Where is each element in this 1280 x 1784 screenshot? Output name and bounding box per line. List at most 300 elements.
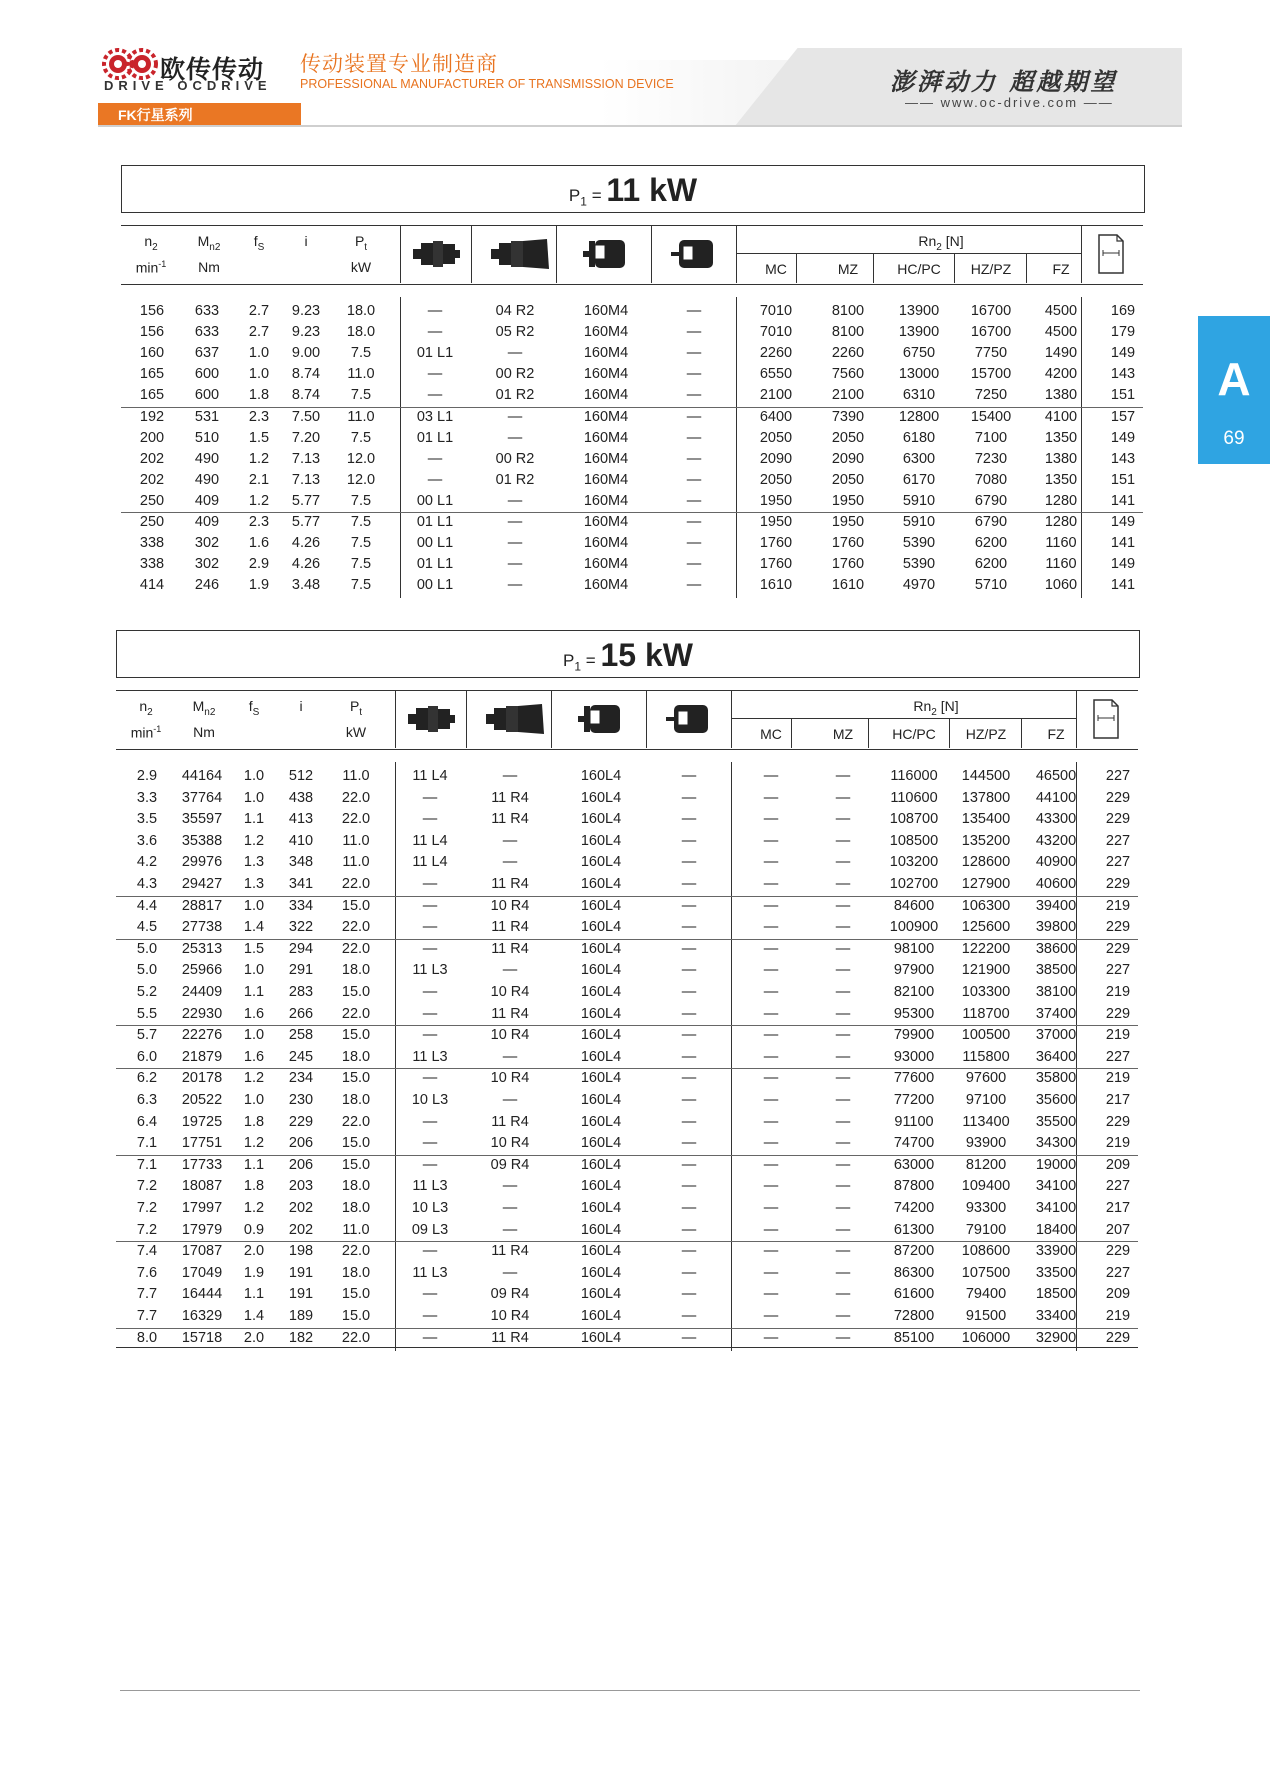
table-cell: 219 bbox=[1105, 897, 1131, 914]
table-cell: 11 R4 bbox=[491, 811, 529, 828]
table-cell: 86300 bbox=[893, 1264, 935, 1281]
table-cell: 91500 bbox=[965, 1308, 1007, 1324]
table-cell: 22.0 bbox=[341, 1243, 371, 1260]
table-cell: 160L4 bbox=[580, 1264, 622, 1281]
table-cell: 160L4 bbox=[580, 1070, 622, 1087]
table-cell: — bbox=[835, 984, 851, 1000]
table-cell: 11.0 bbox=[347, 366, 375, 383]
table-cell: 91100 bbox=[894, 1113, 934, 1130]
table-cell: — bbox=[686, 556, 702, 573]
n2-sub: 2 bbox=[152, 241, 158, 253]
table-cell: 20522 bbox=[181, 1092, 223, 1108]
sep-hc bbox=[954, 253, 955, 283]
table-cell: — bbox=[835, 897, 851, 914]
table-cell: — bbox=[835, 1221, 851, 1238]
table-cell: 10 R4 bbox=[490, 1070, 530, 1087]
table-cell: — bbox=[835, 1264, 851, 1281]
table-cell: 11 L3 bbox=[412, 962, 448, 979]
table-cell: 4.26 bbox=[291, 556, 321, 573]
table-cell: 160L4 bbox=[580, 1092, 622, 1108]
table-cell: — bbox=[502, 1264, 518, 1281]
table-cell: 5.77 bbox=[291, 492, 321, 509]
table-row bbox=[116, 1114, 1138, 1134]
col-n2-unit bbox=[121, 259, 181, 276]
table-cell: 7.13 bbox=[291, 450, 321, 467]
table-cell: — bbox=[763, 1048, 779, 1065]
table-cell: 39400 bbox=[1035, 897, 1077, 914]
table-cell: 35388 bbox=[181, 832, 223, 849]
table-cell: 143 bbox=[1110, 366, 1136, 383]
table-cell: 5.0 bbox=[136, 940, 158, 957]
table-cell: 6.2 bbox=[136, 1070, 158, 1087]
table-cell: — bbox=[835, 1048, 851, 1065]
table-cell: 10 L3 bbox=[411, 1200, 449, 1216]
table-cell: 1610 bbox=[831, 577, 865, 594]
table-cell: — bbox=[427, 387, 443, 404]
table-cell: 160L4 bbox=[580, 768, 622, 784]
table-cell: 510 bbox=[194, 429, 220, 446]
table-row bbox=[116, 1049, 1138, 1069]
table-cell: 227 bbox=[1105, 1178, 1131, 1195]
table-cell: 2050 bbox=[831, 471, 865, 488]
table-cell: — bbox=[835, 811, 851, 828]
table-cell: — bbox=[686, 492, 702, 509]
table-cell: — bbox=[681, 919, 697, 936]
table-cell: — bbox=[763, 919, 779, 936]
table-cell: 34100 bbox=[1035, 1200, 1077, 1216]
header-separator bbox=[556, 225, 557, 283]
table-cell: — bbox=[763, 811, 779, 828]
table-cell: 18500 bbox=[1035, 1286, 1077, 1303]
col-hzpz: HZ/PZ bbox=[970, 261, 1012, 277]
n2-unit-sup: -1 bbox=[153, 724, 162, 734]
table-cell: — bbox=[763, 1264, 779, 1281]
table-cell: 46500 bbox=[1035, 768, 1077, 784]
table-cell: 160L4 bbox=[580, 897, 622, 914]
table-cell: 1350 bbox=[1044, 429, 1078, 446]
table-cell: 291 bbox=[288, 962, 314, 979]
table-cell: 11 R4 bbox=[491, 789, 529, 806]
table-cell: 7.1 bbox=[136, 1135, 158, 1152]
table-cell: 1.0 bbox=[243, 1092, 265, 1108]
table-cell: 1760 bbox=[759, 556, 793, 573]
table-cell: — bbox=[763, 1156, 779, 1173]
table-cell: — bbox=[763, 1308, 779, 1324]
table-cell: — bbox=[763, 984, 779, 1000]
table-cell: 202 bbox=[288, 1200, 314, 1216]
table-cell: — bbox=[502, 1178, 518, 1195]
col-i: i bbox=[304, 233, 308, 249]
table-cell: — bbox=[427, 471, 443, 488]
table-cell: 258 bbox=[288, 1027, 314, 1044]
fs-label: f bbox=[248, 698, 253, 714]
table-cell: 7.5 bbox=[350, 556, 372, 573]
table-cell: 250 bbox=[139, 514, 165, 530]
table-cell: — bbox=[763, 1178, 779, 1195]
table-cell: — bbox=[502, 962, 518, 979]
table-cell: 1760 bbox=[831, 556, 865, 573]
n2-label: n bbox=[139, 698, 148, 714]
table-cell: — bbox=[681, 1156, 697, 1173]
table-cell: 12.0 bbox=[346, 450, 376, 467]
table-row bbox=[116, 1222, 1138, 1242]
table-cell: 1160 bbox=[1045, 535, 1077, 552]
table-cell: — bbox=[835, 1092, 851, 1108]
col-hcpc: HC/PC bbox=[892, 726, 936, 742]
mn2-label: M bbox=[197, 233, 210, 249]
table-cell: — bbox=[686, 408, 702, 425]
weight-document-icon bbox=[1091, 698, 1121, 740]
n2-unit: min bbox=[135, 259, 159, 276]
table-cell: 6310 bbox=[902, 387, 936, 404]
table-cell: 1.6 bbox=[243, 1048, 265, 1065]
col-fs bbox=[234, 698, 274, 718]
table-cell: 189 bbox=[288, 1308, 314, 1324]
header-separator bbox=[400, 225, 401, 283]
table-cell: 87200 bbox=[893, 1243, 935, 1260]
table-row bbox=[116, 876, 1138, 896]
table-cell: 61600 bbox=[893, 1286, 935, 1303]
table-cell: 206 bbox=[288, 1135, 314, 1152]
slogan: 澎湃动力 超越期望 bbox=[890, 67, 1118, 96]
table-cell: 202 bbox=[139, 450, 165, 467]
table-cell: 2260 bbox=[831, 345, 865, 362]
table-cell: — bbox=[422, 940, 438, 957]
table-cell: 8100 bbox=[831, 303, 865, 319]
table-cell: 209 bbox=[1105, 1286, 1131, 1303]
table-row bbox=[116, 1200, 1138, 1220]
table-cell: 410 bbox=[288, 832, 314, 849]
table-cell: — bbox=[763, 789, 779, 806]
table-cell: 1.1 bbox=[243, 984, 265, 1000]
table-cell: 2090 bbox=[831, 450, 865, 467]
table-cell: 1.1 bbox=[243, 1156, 265, 1173]
table-cell: 97900 bbox=[893, 962, 935, 979]
table-cell: — bbox=[681, 832, 697, 849]
table-cell: — bbox=[427, 324, 443, 341]
power-title-11kw bbox=[121, 165, 1145, 213]
table-cell: 302 bbox=[194, 556, 220, 573]
table-cell: — bbox=[422, 919, 438, 936]
table-cell: 93300 bbox=[965, 1200, 1007, 1216]
table-cell: 09 L3 bbox=[411, 1221, 449, 1238]
table-cell: 490 bbox=[194, 471, 220, 488]
table-cell: — bbox=[763, 1027, 779, 1044]
table-cell: 95300 bbox=[893, 1005, 935, 1022]
table-cell: 7.6 bbox=[136, 1264, 158, 1281]
table-cell: 107500 bbox=[961, 1264, 1011, 1281]
table-cell: 01 R2 bbox=[495, 471, 535, 488]
table-cell: 4.4 bbox=[136, 897, 158, 914]
table-cell: 4.5 bbox=[136, 919, 158, 936]
table-cell: 6.4 bbox=[136, 1113, 158, 1130]
table-cell: 160L4 bbox=[580, 1308, 622, 1324]
table-cell: 00 L1 bbox=[416, 535, 454, 552]
table-cell: 18.0 bbox=[341, 1200, 371, 1216]
table-cell: 34300 bbox=[1035, 1135, 1077, 1152]
table-cell: 160M4 bbox=[583, 471, 629, 488]
table-cell: 7010 bbox=[759, 303, 793, 319]
table-cell: — bbox=[835, 876, 851, 892]
table-cell: 13900 bbox=[898, 303, 940, 319]
table-cell: — bbox=[686, 429, 702, 446]
table-cell: 1610 bbox=[759, 577, 793, 594]
table-cell: 160L4 bbox=[580, 1135, 622, 1152]
table-cell: 165 bbox=[139, 387, 165, 404]
table-cell: 7.20 bbox=[291, 429, 321, 446]
table-cell: 1.5 bbox=[243, 940, 265, 957]
table-cell: — bbox=[507, 556, 523, 573]
sep-mz bbox=[868, 718, 869, 748]
table-cell: 160L4 bbox=[580, 962, 622, 979]
table-cell: 160M4 bbox=[583, 303, 629, 319]
p1-label: P bbox=[563, 651, 575, 670]
series-label: FK行星系列 bbox=[118, 107, 193, 123]
table-cell: — bbox=[763, 876, 779, 892]
table-cell: 1.9 bbox=[243, 1264, 265, 1281]
table-cell: — bbox=[835, 1156, 851, 1173]
table-cell: 7.1 bbox=[136, 1156, 158, 1173]
table-cell: — bbox=[422, 1027, 438, 1044]
col-mc: MC bbox=[760, 726, 782, 742]
table-cell: 15.0 bbox=[341, 984, 371, 1000]
table-cell: — bbox=[681, 1264, 697, 1281]
col-rn2 bbox=[901, 698, 971, 718]
table-cell: — bbox=[681, 768, 697, 784]
table-row bbox=[116, 1092, 1138, 1112]
table-cell: — bbox=[835, 768, 851, 784]
table-cell: — bbox=[835, 919, 851, 936]
inline-gearbox-icon bbox=[406, 702, 456, 736]
table-cell: 160M4 bbox=[583, 366, 629, 383]
table-cell: — bbox=[422, 1113, 438, 1130]
table-row bbox=[121, 577, 1143, 597]
table-row bbox=[116, 833, 1138, 853]
table-cell: 2090 bbox=[759, 450, 793, 467]
table-cell: 19725 bbox=[181, 1113, 223, 1130]
table-cell: — bbox=[835, 1027, 851, 1044]
rn2-underline bbox=[731, 718, 1076, 719]
table-cell: 512 bbox=[288, 768, 314, 784]
table-cell: — bbox=[681, 1135, 697, 1152]
table-cell: 531 bbox=[194, 408, 220, 425]
table-cell: 2260 bbox=[759, 345, 793, 362]
table-cell: 24409 bbox=[181, 984, 223, 1000]
table-cell: 409 bbox=[194, 514, 220, 530]
table-cell: 05 R2 bbox=[495, 324, 535, 341]
table-cell: 01 R2 bbox=[495, 387, 535, 404]
table-cell: 1160 bbox=[1045, 556, 1077, 573]
table-row bbox=[116, 854, 1138, 874]
table-cell: 141 bbox=[1110, 492, 1136, 509]
table-cell: 250 bbox=[139, 492, 165, 509]
table-cell: 207 bbox=[1105, 1221, 1131, 1238]
table-cell: 229 bbox=[1105, 940, 1131, 957]
table-cell: 15700 bbox=[970, 366, 1012, 383]
pt-label: P bbox=[354, 233, 365, 249]
table-cell: 6200 bbox=[974, 535, 1008, 552]
table-cell: 25313 bbox=[181, 940, 223, 957]
weight-document-icon bbox=[1096, 233, 1126, 275]
table-cell: 35800 bbox=[1035, 1070, 1077, 1087]
table-cell: 29976 bbox=[181, 854, 223, 871]
table-cell: 10 R4 bbox=[490, 1308, 530, 1324]
table-cell: 151 bbox=[1110, 471, 1136, 488]
table-cell: — bbox=[835, 1005, 851, 1022]
table-cell: 160M4 bbox=[583, 324, 629, 341]
table-cell: 438 bbox=[288, 789, 314, 806]
table-cell: 1.2 bbox=[243, 1135, 265, 1152]
table-cell: — bbox=[507, 535, 523, 552]
table-cell: 5.77 bbox=[291, 514, 321, 530]
table-cell: 63000 bbox=[893, 1156, 935, 1173]
table-cell: 33500 bbox=[1035, 1264, 1077, 1281]
table-cell: 160L4 bbox=[580, 832, 622, 849]
table-cell: 5.2 bbox=[136, 984, 158, 1000]
table-cell: 229 bbox=[1105, 876, 1131, 892]
table-cell: 160M4 bbox=[583, 408, 629, 425]
table-cell: 22.0 bbox=[341, 1329, 371, 1346]
n2-unit: min bbox=[130, 724, 154, 741]
table-cell: 125600 bbox=[961, 919, 1011, 936]
table-cell: — bbox=[763, 832, 779, 849]
table-cell: — bbox=[681, 984, 697, 1000]
pt-sub: t bbox=[364, 241, 368, 253]
table-cell: 1950 bbox=[831, 514, 865, 530]
rn2-label: Rn bbox=[918, 233, 937, 249]
website-url[interactable]: —— www.oc-drive.com —— bbox=[905, 95, 1114, 110]
table-cell: 27738 bbox=[181, 919, 223, 936]
table-cell: — bbox=[686, 450, 702, 467]
table-cell: 09 R4 bbox=[490, 1156, 530, 1173]
table-cell: — bbox=[835, 854, 851, 871]
table-cell: — bbox=[681, 962, 697, 979]
table-cell: 1.8 bbox=[248, 387, 270, 404]
p1-eq: = bbox=[585, 651, 596, 670]
table-row bbox=[121, 556, 1143, 576]
table-cell: 8.74 bbox=[291, 387, 321, 404]
table-cell: 160M4 bbox=[583, 345, 629, 362]
p1-sub: 1 bbox=[580, 194, 587, 209]
table-cell: — bbox=[686, 471, 702, 488]
table-cell: 160L4 bbox=[580, 1286, 622, 1303]
table-row bbox=[121, 535, 1143, 555]
table-cell: 7750 bbox=[974, 345, 1008, 362]
table-cell: — bbox=[681, 854, 697, 871]
table-cell: 341 bbox=[288, 876, 314, 892]
header-separator bbox=[1081, 225, 1082, 283]
table-cell: 121900 bbox=[961, 962, 1011, 979]
table-cell: 115800 bbox=[962, 1048, 1010, 1065]
table-row bbox=[121, 472, 1143, 492]
col-fz: FZ bbox=[1052, 261, 1070, 277]
table-cell: 15.0 bbox=[341, 1070, 371, 1087]
table-cell: 4970 bbox=[902, 577, 936, 594]
table-cell: 156 bbox=[139, 303, 165, 319]
table-cell: 18.0 bbox=[346, 303, 376, 319]
table-cell: 11 R4 bbox=[491, 1005, 529, 1022]
mn2-sub: n2 bbox=[204, 706, 216, 718]
table-cell: 108700 bbox=[889, 811, 939, 828]
section-letter: A bbox=[1217, 353, 1251, 405]
table-cell: 2050 bbox=[759, 429, 793, 446]
p1-label: P bbox=[568, 186, 581, 205]
table-cell: 219 bbox=[1105, 1070, 1131, 1087]
table-cell: 160L4 bbox=[580, 789, 622, 806]
table-cell: 283 bbox=[288, 984, 314, 1000]
table-cell: 18.0 bbox=[341, 1048, 371, 1065]
table-cell: 160L4 bbox=[580, 1200, 622, 1216]
table-row bbox=[121, 324, 1143, 344]
table-cell: 246 bbox=[194, 577, 220, 594]
table-cell: 1.2 bbox=[243, 832, 265, 849]
col-rn2 bbox=[906, 233, 976, 253]
table-cell: 160L4 bbox=[580, 876, 622, 892]
table-cell: 219 bbox=[1105, 984, 1131, 1000]
table-cell: 11 L4 bbox=[412, 854, 448, 871]
table-cell: — bbox=[681, 811, 697, 828]
table-cell: 37000 bbox=[1035, 1027, 1077, 1044]
col-fz: FZ bbox=[1047, 726, 1065, 742]
table-cell: 7.5 bbox=[350, 577, 372, 594]
col-i: i bbox=[299, 698, 303, 714]
table-cell: 11.0 bbox=[342, 768, 370, 784]
n2-sub: 2 bbox=[147, 706, 153, 718]
table-row bbox=[121, 493, 1143, 513]
table-cell: — bbox=[763, 1329, 779, 1346]
table-row bbox=[116, 1243, 1138, 1263]
table-cell: 6300 bbox=[902, 450, 936, 467]
table-cell: 6790 bbox=[974, 492, 1008, 509]
table-cell: 9.23 bbox=[291, 303, 321, 319]
table-cell: 266 bbox=[288, 1005, 314, 1022]
table-cell: 87800 bbox=[893, 1178, 935, 1195]
table-cell: 1.2 bbox=[243, 1200, 265, 1216]
table-cell: 1350 bbox=[1044, 471, 1078, 488]
table-cell: 10 R4 bbox=[490, 1027, 530, 1044]
col-mn2-unit: Nm bbox=[193, 724, 215, 740]
table-cell: — bbox=[681, 876, 697, 892]
table-cell: 141 bbox=[1110, 577, 1136, 594]
table-cell: 20178 bbox=[181, 1070, 223, 1087]
table-cell: — bbox=[507, 492, 523, 509]
rn2-unit: [N] bbox=[945, 233, 964, 249]
table-row bbox=[121, 345, 1143, 365]
table-cell: 149 bbox=[1110, 429, 1136, 446]
table-cell: 245 bbox=[288, 1048, 314, 1065]
table-cell: 16329 bbox=[181, 1308, 223, 1324]
table-cell: 1.0 bbox=[243, 789, 265, 806]
table-cell: 5.0 bbox=[136, 962, 158, 979]
table-cell: — bbox=[763, 962, 779, 979]
table-cell: 17997 bbox=[181, 1200, 223, 1216]
table-cell: — bbox=[835, 962, 851, 979]
table-cell: — bbox=[502, 854, 518, 871]
angular-gearbox-icon bbox=[489, 237, 551, 271]
table-cell: 28817 bbox=[181, 897, 223, 914]
table-row bbox=[116, 1157, 1138, 1177]
col-pt bbox=[336, 233, 386, 253]
table-cell: 219 bbox=[1105, 1027, 1131, 1044]
table-row bbox=[116, 962, 1138, 982]
table-cell: 1280 bbox=[1044, 492, 1078, 509]
table-cell: 17751 bbox=[181, 1135, 223, 1152]
table-bottom-rule bbox=[116, 1347, 1138, 1348]
table-cell: 135200 bbox=[961, 832, 1011, 849]
table-cell: 5910 bbox=[902, 492, 936, 509]
rn2-unit: [N] bbox=[940, 698, 959, 714]
table-cell: 338 bbox=[139, 535, 165, 552]
